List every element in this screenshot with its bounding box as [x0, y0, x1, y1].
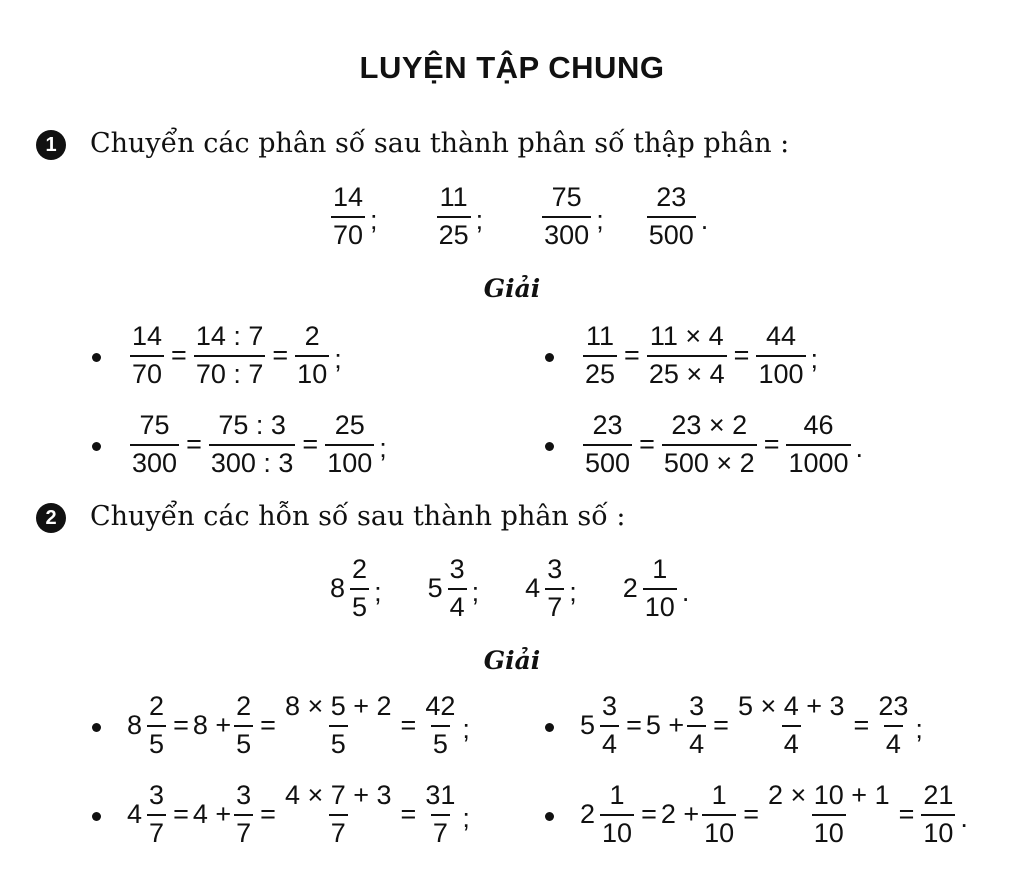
solution-2-1: 8 $\frac{2}{5}$ = 8 + $\frac{2}{5}$ = $\frac{8 \times 5 + 2}{5}$ = $\frac{42}{5}$ ;: [127, 691, 470, 759]
bullet: [92, 812, 101, 821]
bullet: [92, 442, 101, 451]
bullet: [545, 442, 554, 451]
solution-2-4: 2 $\frac{1}{10}$ = 2 + $\frac{1}{10}$ = $\frac{2 \times 10 + 1}{10}$ = $\frac{21}{10}$ .: [580, 780, 968, 848]
fraction-1: $\frac{14}{70}$: [333, 182, 364, 250]
fraction-4: $\frac{23}{500}$: [648, 182, 694, 250]
problem-1-statement: Chuyển các phân số sau thành phân số thập phân :: [90, 128, 790, 159]
fraction-3: $\frac{75}{300}$: [544, 182, 590, 250]
problem-1-number-badge: 1: [36, 130, 66, 160]
solution-heading-2: Giải: [483, 646, 541, 675]
problem-2-statement: Chuyển các hỗn số sau thành phân số :: [90, 501, 626, 532]
solution-1-3: $\frac{75}{300}$ = $\frac{75 : 3}{300 : 3}$ = $\frac{25}{100}$ ;: [132, 410, 387, 478]
bullet: [545, 723, 554, 732]
problem-1-fractions: $\frac{14}{70}$ ; $\frac{11}{25}$ ; $\frac{75}{300}$ ; $\frac{23}{500}$ .: [333, 182, 709, 250]
solution-1-4: $\frac{23}{500}$ = $\frac{23 \times 2}{500 \times 2}$ = $\frac{46}{1000}$ .: [585, 410, 864, 478]
fraction-2: $\frac{11}{25}$: [438, 182, 469, 250]
page-title: LUYỆN TẬP CHUNG: [359, 50, 665, 85]
problem-2-number-badge: 2: [36, 503, 66, 533]
solution-1-1: $\frac{14}{70}$ = $\frac{14 : 7}{70 : 7}$ = $\frac{2}{10}$ ;: [132, 321, 342, 389]
bullet: [92, 723, 101, 732]
solution-2-3: 4 $\frac{3}{7}$ = 4 + $\frac{3}{7}$ = $\frac{4 \times 7 + 3}{7}$ = $\frac{31}{7}$ ;: [127, 780, 470, 848]
solution-heading-1: Giải: [483, 274, 541, 303]
problem-2-mixed-numbers: 8 $\frac{2}{5}$ ; 5 $\frac{3}{4}$ ; 4 $\frac{3}{7}$ ; 2 $\frac{1}{10}$ .: [330, 554, 690, 622]
bullet: [92, 353, 101, 362]
bullet: [545, 812, 554, 821]
bullet: [545, 353, 554, 362]
solution-2-2: 5 $\frac{3}{4}$ = 5 + $\frac{3}{4}$ = $\frac{5 \times 4 + 3}{4}$ = $\frac{23}{4}$ ;: [580, 691, 923, 759]
solution-1-2: $\frac{11}{25}$ = $\frac{11 \times 4}{25 \times 4}$ = $\frac{44}{100}$ ;: [585, 321, 819, 389]
